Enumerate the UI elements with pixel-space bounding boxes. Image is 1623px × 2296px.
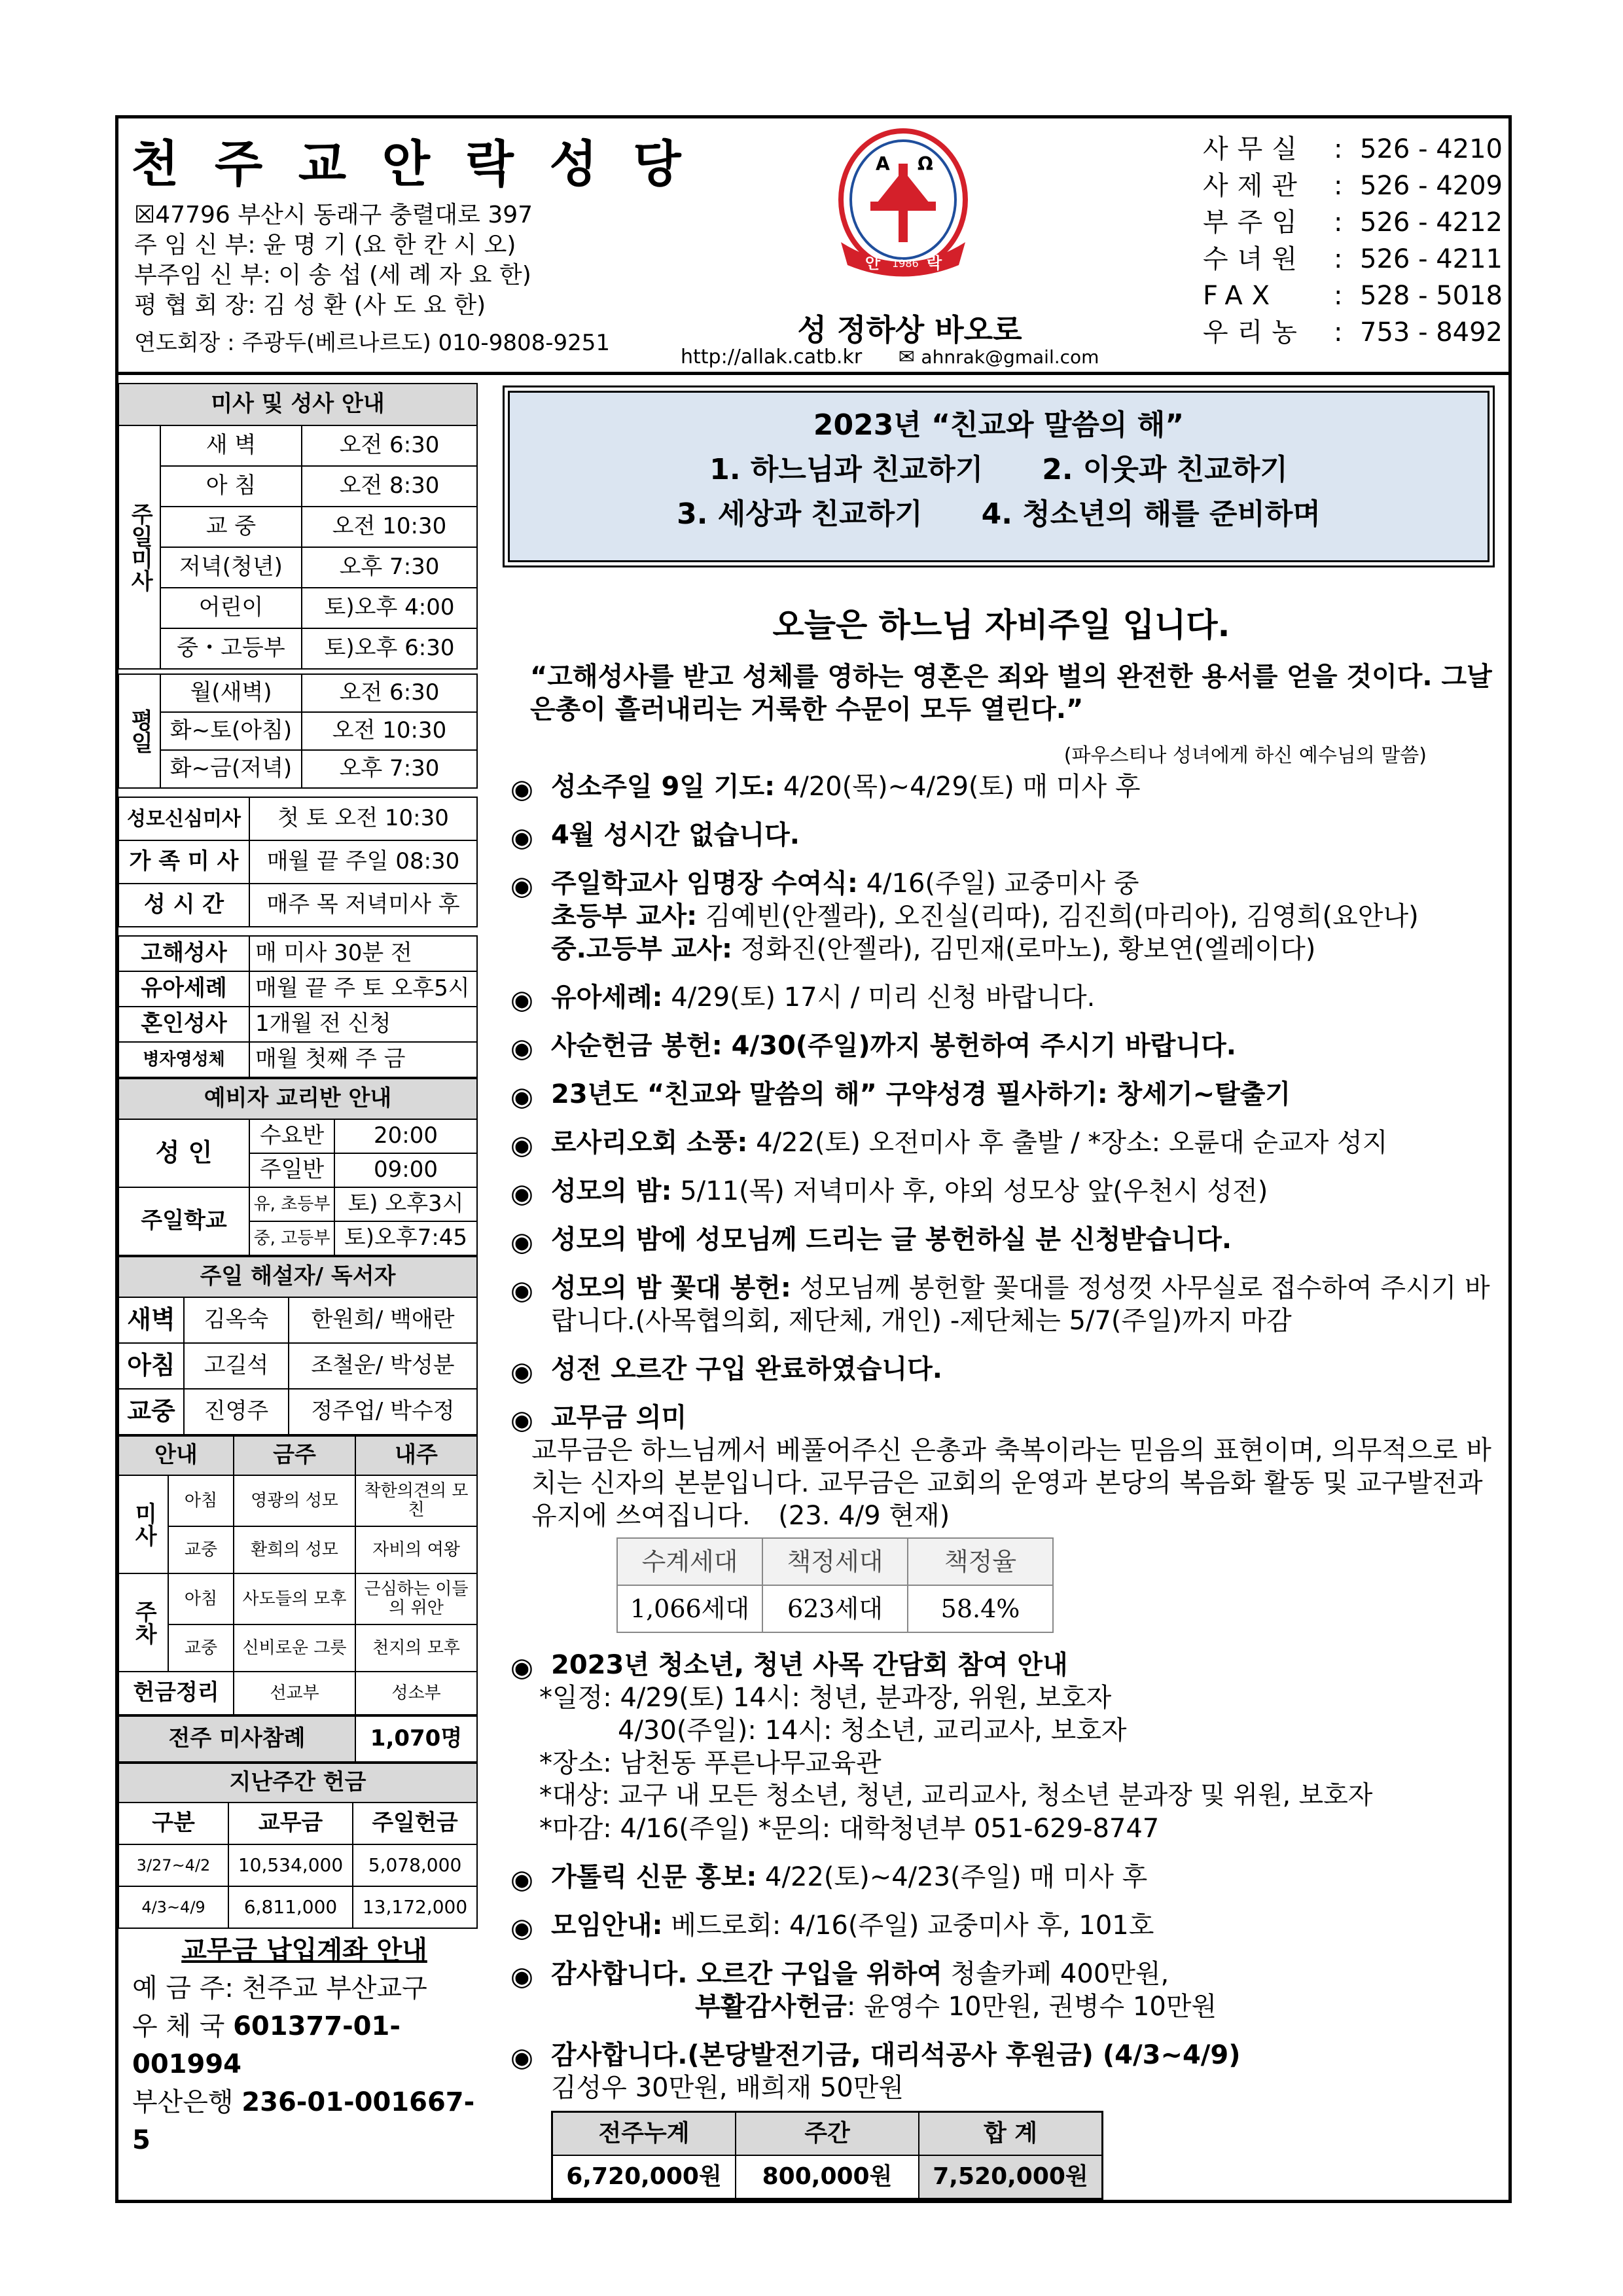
reader-mass: 아침 <box>118 1343 184 1389</box>
assistant-priest: 부주임 신 부: 이 송 섭 (세 례 자 요 한) <box>134 262 531 289</box>
bullet-icon: ◉ <box>510 871 533 901</box>
fund-header: 주간 <box>736 2112 919 2156</box>
sacrament-time: 매월 끝 주 토 오후5시 <box>249 971 477 1007</box>
mass-time: 오전 8:30 <box>302 466 477 507</box>
notice-marian-night: ◉ 성모의 밤: 5/11(목) 저녁미사 후, 야외 성모상 앞(우천시 성전) <box>510 1176 1268 1209</box>
mass-time: 오전 6:30 <box>302 674 477 712</box>
sunday-school-label: 주일학교 <box>118 1187 249 1255</box>
special-mass-name: 가 족 미 사 <box>118 840 249 884</box>
logo-char-an: 안 <box>865 254 881 272</box>
lectors: 한원희/ 백애란 <box>289 1297 477 1343</box>
account-row: 예 금 주: 천주교 부산교구 <box>132 1973 427 2003</box>
contact-row: FAX : 528 - 5018 <box>1203 281 1503 311</box>
commentator: 고길석 <box>184 1343 289 1389</box>
weekday-mass-label: 평일 <box>118 674 160 788</box>
account-title: 교무금 납입계좌 안내 <box>181 1935 427 1965</box>
guide-header: 금주 <box>234 1436 355 1475</box>
contact-row: 우리농 : 753 - 8492 <box>1203 317 1503 348</box>
adult-class-label: 성 인 <box>118 1119 249 1187</box>
account-row: 우 체 국 601377-01-001994 <box>132 2011 401 2079</box>
notice-lent-offering: ◉ 사순헌금 봉헌: 4/30(주일)까지 봉헌하여 주시기 바랍니다. <box>510 1031 1236 1064</box>
mass-name: 월(새벽) <box>160 674 302 712</box>
guide-this-week: 신비로운 그릇 <box>234 1624 355 1672</box>
sacrament-name: 병자영성체 <box>118 1042 249 1077</box>
contact-row: 부주임 : 526 - 4212 <box>1203 207 1503 238</box>
notice-bible-copy: ◉ 23년도 “친교와 말씀의 해” 구약성경 필사하기: 창세기~탈출기 <box>510 1079 1291 1112</box>
lectors: 정주업/ 박수정 <box>289 1389 477 1435</box>
dues-table <box>616 1537 1054 1633</box>
mass-time: 오전 10:30 <box>302 507 477 547</box>
guide-header: 내주 <box>355 1436 477 1475</box>
quote-source: (파우스티나 성녀에게 하신 예수님의 말씀) <box>1063 744 1427 767</box>
mass-time: 토)오후 4:00 <box>302 588 477 628</box>
mass-name: 저녁(청년) <box>160 547 302 588</box>
account-info <box>118 1931 476 2159</box>
quote: “고해성사를 받고 성체를 영하는 영혼은 죄와 벌의 완전한 용서를 얻을 것이다. 그날 은총이 흘러내리는 거룩한 수문이 모두 열린다.” <box>530 662 1492 725</box>
reader-mass: 새벽 <box>118 1297 184 1343</box>
dues-value: 623세대 <box>762 1585 908 1632</box>
commentator: 진영주 <box>184 1389 289 1435</box>
school-group: 중, 고등부 <box>249 1221 334 1255</box>
bullet-icon: ◉ <box>510 1913 533 1943</box>
mass-time: 오후 7:30 <box>302 750 477 788</box>
sacrament-name: 고해성사 <box>118 936 249 971</box>
year-theme-box <box>508 391 1489 562</box>
bullet-icon: ◉ <box>510 1082 533 1112</box>
mail-icon: ✉ <box>898 346 915 368</box>
notice-youth-meeting: ◉ 2023년 청소년, 청년 사목 간담회 참여 안내 *일정: 4/29(토) 14시: 청년, 분과장, 위원, 보호자 4/30(주일): 14시: 청소년, 교리교사, 보호자 *장소: 남천동 푸른나무교육관 *대상: 교구 내 모든 청소년, 청년, 교리교사, 청소년 분과장 및 위원, 보호자 *마감: 4/16(주일) *문의: 대학청년부 051-629-8747 <box>510 1650 1373 1844</box>
email-link[interactable]: ahnrak@gmail.com <box>921 346 1099 368</box>
school-group: 유, 초등부 <box>249 1187 334 1221</box>
sacrament-time: 매 미사 30분 전 <box>249 936 477 971</box>
logo-omega: Ω <box>918 153 933 175</box>
website-link[interactable]: http://allak.catb.kr <box>681 346 863 368</box>
offering-dues: 10,534,000 <box>228 1844 353 1886</box>
catechism-title: 예비자 교리반 안내 <box>118 1079 477 1119</box>
bullet-icon: ◉ <box>510 1653 533 1683</box>
sacrament-name: 유아세례 <box>118 971 249 1007</box>
fund-header: 합 계 <box>919 2112 1103 2156</box>
logo-year: 1986 <box>892 257 919 270</box>
catechism-table <box>118 1078 478 1256</box>
notice-vocation-prayer: ◉ 성소주일 9일 기도: 4/20(목)~4/29(토) 매 미사 후 <box>510 772 1141 804</box>
pastor: 주 임 신 부: 윤 명 기 (요 한 칸 시 오) <box>134 232 516 259</box>
mass-title: 미사 및 성사 안내 <box>118 384 477 425</box>
attendance-value: 1,070명 <box>355 1716 477 1762</box>
offering-period: 4/3~4/9 <box>118 1886 228 1928</box>
attendance-table <box>118 1715 478 1763</box>
guide-parking-label: 주차 <box>118 1573 168 1672</box>
guide-mass: 아침 <box>168 1573 234 1624</box>
notice-catholic-newspaper: ◉ 가톨릭 신문 홍보: 4/22(토)~4/23(주일) 매 미사 후 <box>510 1862 1148 1895</box>
school-time: 토)오후7:45 <box>334 1221 477 1255</box>
special-mass-table <box>118 797 478 927</box>
class-day: 주일반 <box>249 1153 334 1187</box>
offerings-title: 지난주간 헌금 <box>118 1763 477 1803</box>
readers-table <box>118 1256 478 1435</box>
notice-letter-to-mary: ◉ 성모의 밤에 성모님께 드리는 글 봉헌하실 분 신청받습니다. <box>510 1225 1232 1257</box>
parish-logo <box>805 124 1001 288</box>
logo-alpha: Α <box>876 153 890 175</box>
guide-table <box>118 1435 478 1715</box>
mass-name: 화~토(아침) <box>160 712 302 750</box>
bullet-icon: ◉ <box>510 823 533 853</box>
theme-item: 2. 이웃과 친교하기 <box>1042 453 1288 486</box>
mass-name: 아 침 <box>160 466 302 507</box>
web-contact <box>681 346 1099 368</box>
bullet-icon: ◉ <box>510 1033 533 1064</box>
lectors: 조철운/ 박성분 <box>289 1343 477 1389</box>
offering-period: 3/27~4/2 <box>118 1844 228 1886</box>
sidebar <box>118 383 476 2159</box>
sacrament-time: 매월 첫째 주 금 <box>249 1042 477 1077</box>
mass-schedule-table <box>118 383 478 789</box>
notice-dues-meaning: ◉ 교무금 의미 교무금은 하느님께서 베풀어주신 은총과 축복이라는 믿음의 표현이며, 의무적으로 바치는 신자의 본분입니다. 교무금은 교회의 운영과 본당의 복음화 활동 및 교구발전과 유지에 쓰여집니다. (23. 4/9 현재) 수계세대 책정세대 책정율 1,066세대 623세대 58.4% <box>504 1401 1499 1633</box>
bullet-icon: ◉ <box>510 985 533 1015</box>
guide-next-week: 근심하는 이들의 위안 <box>355 1573 477 1624</box>
notice-rosary-picnic: ◉ 로사리오회 소풍: 4/22(토) 오전미사 후 출발 / *장소: 오륜대 순교자 성지 <box>510 1128 1388 1160</box>
header-rule <box>115 372 1512 375</box>
attendance-label: 전주 미사참례 <box>118 1716 355 1762</box>
theme-item: 4. 청소년의 해를 준비하며 <box>981 497 1321 531</box>
offering-header: 주일헌금 <box>353 1803 477 1844</box>
dues-header: 책정세대 <box>762 1538 908 1585</box>
bullet-icon: ◉ <box>510 1179 533 1209</box>
council-president: 평 협 회 장: 김 성 환 (사 도 요 한) <box>134 292 486 319</box>
sacrament-name: 혼인성사 <box>118 1007 249 1042</box>
contact-row: 수녀원 : 526 - 4211 <box>1203 244 1503 274</box>
reader-mass: 교중 <box>118 1389 184 1435</box>
bullet-icon: ◉ <box>510 1962 533 1992</box>
offering-duty-next: 성소부 <box>355 1672 477 1715</box>
sacrament-time: 1개월 전 신청 <box>249 1007 477 1042</box>
offering-header: 교무금 <box>228 1803 353 1844</box>
class-day: 수요반 <box>249 1119 334 1153</box>
dues-value: 1,066세대 <box>617 1585 762 1632</box>
notice-teacher-appointment: ◉ 주일학교사 임명장 수여식: 4/16(주일) 교중미사 중 초등부 교사: 김예빈(안젤라), 오진실(리따), 김진희(마리아), 김영희(요안나) 중.고등부 교사: 정화진(안젤라), 김민재(로마노), 황보연(엘레이다) <box>510 869 1419 964</box>
contact-list <box>1203 131 1503 351</box>
mass-name: 교 중 <box>160 507 302 547</box>
dues-value: 58.4% <box>908 1585 1053 1632</box>
today-title: 오늘은 하느님 자비주일 입니다. <box>772 606 1230 644</box>
theme-title: 2023년 “친교와 말씀의 해” <box>813 408 1185 442</box>
guide-this-week: 사도들의 모후 <box>234 1573 355 1624</box>
notice-infant-baptism: ◉ 유아세례: 4/29(토) 17시 / 미리 신청 바랍니다. <box>510 982 1096 1015</box>
bullet-icon: ◉ <box>510 1357 533 1387</box>
logo-char-rak: 락 <box>927 254 942 272</box>
account-row: 부산은행 236-01-001667-5 <box>132 2087 475 2155</box>
special-mass-name: 성모신심미사 <box>118 797 249 840</box>
mass-name: 중・고등부 <box>160 628 302 669</box>
sacrament-table <box>118 935 478 1078</box>
contact-row: 사무실 : 526 - 4210 <box>1203 134 1503 164</box>
mass-time: 오전 6:30 <box>302 425 477 466</box>
sunday-mass-label: 주일미사 <box>118 425 160 669</box>
offering-duty-label: 헌금정리 <box>118 1672 234 1715</box>
mass-name: 새 벽 <box>160 425 302 466</box>
fund-value: 7,520,000원 <box>919 2155 1103 2199</box>
class-time: 09:00 <box>334 1153 477 1187</box>
dues-header: 수계세대 <box>617 1538 762 1585</box>
bullet-icon: ◉ <box>510 1227 533 1257</box>
notice-organ: ◉ 성전 오르간 구입 완료하였습니다. <box>510 1354 942 1387</box>
guide-mass: 교중 <box>168 1624 234 1672</box>
guide-mass: 아침 <box>168 1475 234 1526</box>
guide-mass: 교중 <box>168 1526 234 1573</box>
offering-sunday: 5,078,000 <box>353 1844 477 1886</box>
offering-header: 구분 <box>118 1803 228 1844</box>
bullet-icon: ◉ <box>510 1276 533 1306</box>
patron-saint: 성 정하상 바오로 <box>797 312 1022 348</box>
special-mass-time: 매주 목 저녁미사 후 <box>249 884 477 927</box>
mass-time: 오후 7:30 <box>302 547 477 588</box>
notice-flower-offering: ◉ 성모의 밤 꽃대 봉헌: 성모님께 봉헌할 꽃대를 정성껏 사무실로 접수하여 주시기 바랍니다.(사목협의회, 제단체, 개인) -제단체는 5/7(주일)까지 마감 <box>510 1273 1490 1336</box>
guide-next-week: 자비의 여왕 <box>355 1526 477 1573</box>
offering-sunday: 13,172,000 <box>353 1886 477 1928</box>
main-content <box>504 383 1499 2200</box>
contact-row: 사제관 : 526 - 4209 <box>1203 171 1503 201</box>
fund-value: 6,720,000원 <box>552 2155 736 2199</box>
fund-table <box>551 2111 1103 2200</box>
class-time: 20:00 <box>334 1119 477 1153</box>
notice-organ-donations: ◉ 감사합니다. 오르간 구입을 위하여 청솔카페 400만원, 부활감사헌금: 윤영수 10만원, 권병수 10만원 <box>510 1959 1217 2022</box>
bullet-icon: ◉ <box>510 1865 533 1895</box>
guide-header: 안내 <box>118 1436 234 1475</box>
commentator: 김옥숙 <box>184 1297 289 1343</box>
theme-item: 3. 세상과 친교하기 <box>677 497 923 531</box>
litany-president: 연도회장 : 주광두(베르나르도) 010-9808-9251 <box>134 330 611 356</box>
school-time: 토) 오후3시 <box>334 1187 477 1221</box>
guide-next-week: 천지의 모후 <box>355 1624 477 1672</box>
guide-this-week: 영광의 성모 <box>234 1475 355 1526</box>
mass-time: 오전 10:30 <box>302 712 477 750</box>
fund-value: 800,000원 <box>736 2155 919 2199</box>
special-mass-time: 첫 토 오전 10:30 <box>249 797 477 840</box>
bullet-icon: ◉ <box>510 1405 533 1435</box>
notice-holy-hour: ◉ 4월 성시간 없습니다. <box>510 820 800 853</box>
mass-name: 어린이 <box>160 588 302 628</box>
guide-mass-label: 미사 <box>118 1475 168 1573</box>
bullet-icon: ◉ <box>510 774 533 804</box>
special-mass-time: 매월 끝 주일 08:30 <box>249 840 477 884</box>
notice-building-fund: ◉ 감사합니다.(본당발전기금, 대리석공사 후원금) (4/3~4/9) 김성우 30만원, 배희재 50만원 전주누계 주간 합 계 6,720,000원 800,000원 7,520,000원 <box>504 2039 1499 2200</box>
parish-name: 천 주 교 안 락 성 당 <box>131 135 690 193</box>
mass-name: 화~금(저녁) <box>160 750 302 788</box>
offering-dues: 6,811,000 <box>228 1886 353 1928</box>
special-mass-name: 성 시 간 <box>118 884 249 927</box>
dues-header: 책정율 <box>908 1538 1053 1585</box>
fund-header: 전주누계 <box>552 2112 736 2156</box>
bullet-icon: ◉ <box>510 1130 533 1160</box>
offerings-table <box>118 1763 478 1929</box>
readers-title: 주일 해설자/ 독서자 <box>118 1257 477 1297</box>
mass-time: 토)오후 6:30 <box>302 628 477 669</box>
theme-item: 1. 하느님과 친교하기 <box>709 453 984 486</box>
offering-duty-this: 선교부 <box>234 1672 355 1715</box>
guide-this-week: 환희의 성모 <box>234 1526 355 1573</box>
notice-meeting: ◉ 모임안내: 베드로회: 4/16(주일) 교중미사 후, 101호 <box>510 1910 1154 1943</box>
bullet-icon: ◉ <box>510 2043 533 2073</box>
address: ☒47796 부산시 동래구 충렬대로 397 <box>134 202 533 228</box>
guide-next-week: 착한의견의 모친 <box>355 1475 477 1526</box>
